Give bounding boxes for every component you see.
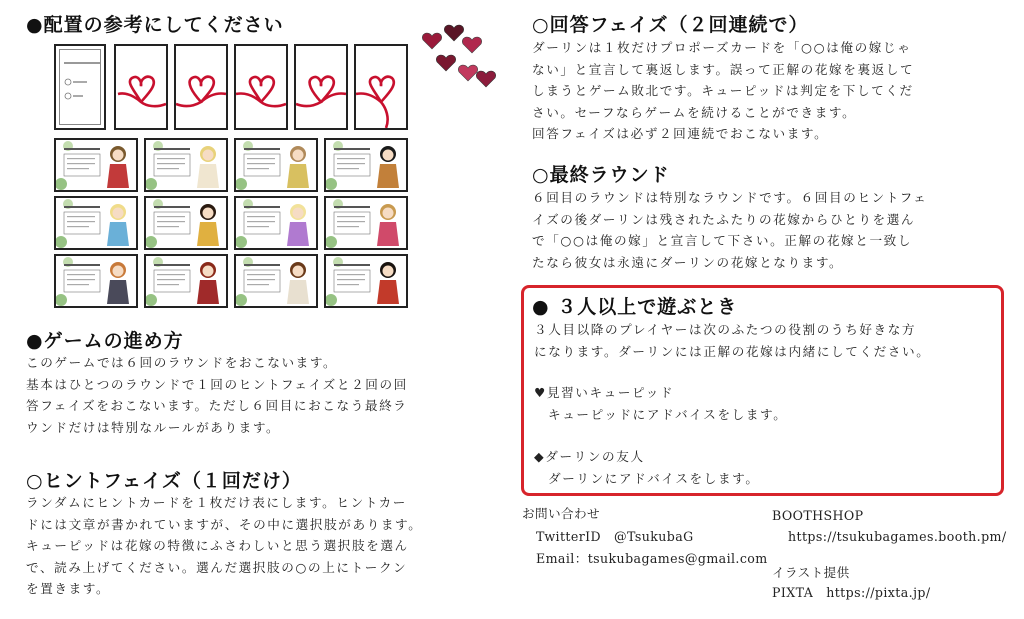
text-line: ドには文章が書かれていますが、その中に選択肢があります。 [26, 516, 423, 532]
proposal-card [234, 44, 288, 130]
text-line: ６回目のラウンドは特別なラウンドです。６回目のヒントフェ [532, 190, 928, 205]
illustration-credit-label: イラスト提供 [772, 565, 850, 580]
bride-card [234, 196, 318, 250]
role-desc: ダーリンにアドバイスをします。 [548, 470, 760, 486]
text-line: ウンドだけは特別なルールがあります。 [26, 419, 281, 435]
bride-card [144, 138, 228, 192]
heart-tokens-illustration [420, 22, 502, 94]
bride-card [54, 138, 138, 192]
rule-card [54, 44, 106, 130]
final-round-heading: ○最終ラウンド [532, 164, 670, 186]
game-flow-heading: ●ゲームの進め方 [26, 330, 184, 352]
proposal-card [174, 44, 228, 130]
text-line: しまうとゲーム敗北です。キューピッドは判定を下してくだ [532, 83, 914, 98]
game-flow-text [26, 352, 408, 438]
proposal-card [294, 44, 348, 130]
text-line: イズの後ダーリンは残されたふたりの花嫁からひとりを選ん [532, 211, 916, 227]
bride-card [324, 138, 408, 192]
text-line: ランダムにヒントカードを１枚だけ表にします。ヒントカー [26, 495, 407, 510]
text-line: で「○○は俺の嫁」と宣言して下さい。正解の花嫁と一致し [532, 233, 913, 248]
text-line: さい。セーフならゲームを続けることができます。 [532, 104, 857, 120]
text-line: 基本はひとつのラウンドで１回のヒントフェイズと２回の回 [26, 376, 408, 392]
text-line: このゲームでは６回のラウンドをおこないます。 [26, 355, 338, 370]
text-line: ダーリンは１枚だけプロポーズカードを「○○は俺の嫁じゃ [532, 40, 912, 55]
role-title: ♥見習いキューピッド [534, 385, 675, 400]
answer-phase-heading: ○回答フェイズ（２回連続で） [532, 14, 809, 36]
bride-card [54, 196, 138, 250]
answer-phase-text [532, 37, 914, 145]
bride-card [54, 254, 138, 308]
final-round-text [532, 187, 927, 273]
role-darling-friend [534, 446, 760, 489]
bride-card [234, 254, 318, 308]
bride-card [324, 196, 408, 250]
three-players-text [534, 319, 930, 362]
layout-heading: ●配置の参考にしてください [26, 14, 284, 36]
text-line: ない」と宣言して裏返します。誤って正解の花嫁を裏返して [532, 61, 915, 77]
text-line: 回答フェイズは必ず２回連続でおこないます。 [532, 126, 829, 141]
text-line: で、読み上げてください。選んだ選択肢の○の上にトークン [26, 559, 408, 575]
pixta-credit-link[interactable]: PIXTA https://pixta.jp/ [772, 585, 931, 600]
text-line: たなら彼女は永遠にダーリンの花嫁となります。 [532, 254, 844, 270]
card-layout-illustration [54, 44, 414, 306]
text-line: になります。ダーリンには正解の花嫁は内緒にしてください。 [534, 343, 931, 359]
bride-card [234, 138, 318, 192]
text-line: 答フェイズをおこないます。ただし６回目におこなう最終ラ [26, 398, 408, 413]
role-desc: キューピッドにアドバイスをします。 [548, 406, 788, 422]
hint-phase-text [26, 492, 422, 600]
booth-label: BOOTHSHOP [772, 508, 864, 523]
role-apprentice-cupid [534, 382, 787, 425]
hint-phase-heading: ○ヒントフェイズ（１回だけ） [26, 470, 302, 492]
contact-label: お問い合わせ [522, 506, 600, 521]
email-address[interactable]: Email：tsukubagames@gmail.com [536, 551, 768, 566]
text-line: ３人目以降のプレイヤーは次のふたつの役割のうち好きな方 [534, 322, 917, 337]
booth-url-link[interactable]: https://tsukubagames.booth.pm/ [788, 529, 1007, 544]
proposal-card [114, 44, 168, 130]
text-line: キューピッドは花嫁の特徴にふさわしいと思う選択肢を選ん [26, 538, 409, 553]
bride-card [324, 254, 408, 308]
role-title: ◆ダーリンの友人 [534, 449, 645, 464]
text-line: を置きます。 [26, 581, 111, 596]
proposal-card [354, 44, 408, 130]
bride-card [144, 254, 228, 308]
twitter-id[interactable]: TwitterID @TsukubaG [536, 529, 694, 544]
bride-card [144, 196, 228, 250]
three-players-heading: ● ３人以上で遊ぶとき [532, 296, 738, 318]
